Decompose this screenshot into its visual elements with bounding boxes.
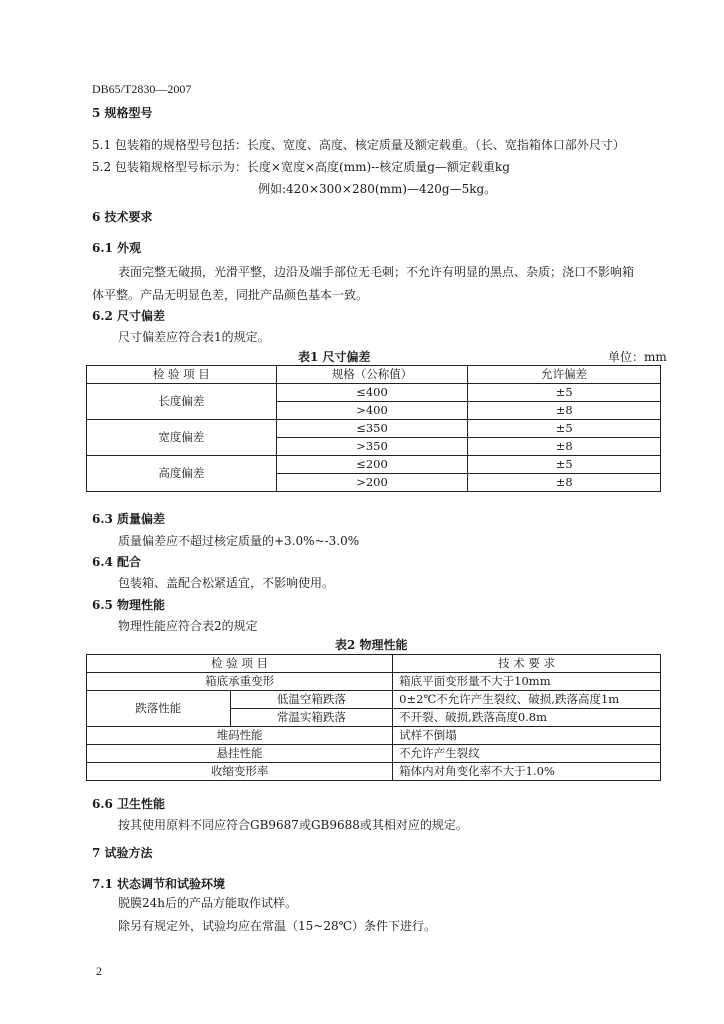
clause-7-1-line1: 脱膜24h后的产品方能取作试样。: [118, 896, 297, 910]
clause-6-4-heading: 6.4 配合: [92, 555, 142, 569]
table2-header-requirement: 技 术 要 求: [393, 655, 661, 673]
clause-5-2: 5.2 包装箱规格型号标示为：长度×宽度×高度(mm)--核定质量g—额定载重kg: [92, 160, 510, 174]
table1-spec: >350: [276, 438, 468, 456]
clause-7-1-line2: 除另有规定外，试验均应在常温（15~28℃）条件下进行。: [118, 919, 437, 933]
table1-header-row: [87, 366, 661, 384]
section-5-heading: 5 规格型号: [92, 106, 153, 120]
clause-5-2-example: 例如:420×300×280(mm)—420g—5kg。: [258, 182, 497, 196]
table2: [86, 654, 661, 781]
table2-requirement: 0±2℃不允许产生裂纹、破损,跌落高度1m: [393, 691, 661, 709]
table1: [86, 365, 661, 492]
table2-item: 悬挂性能: [87, 745, 393, 763]
table1-spec: >400: [276, 402, 468, 420]
table-row: [87, 456, 661, 474]
clause-6-3-heading: 6.3 质量偏差: [92, 512, 166, 526]
table2-subitem: 常温实箱跌落: [230, 709, 393, 727]
clause-5-1: 5.1 包装箱的规格型号包括：长度、宽度、高度、核定质量及额定载重。（长、宽指箱体口部外尺寸）: [92, 138, 625, 152]
table2-requirement: 箱体内对角变化率不大于1.0%: [393, 763, 661, 781]
clause-6-3-text: 质量偏差应不超过核定质量的+3.0%~-3.0%: [118, 534, 360, 548]
table2-caption: 表2 物理性能: [335, 638, 408, 652]
table2-requirement: 箱底平面变形量不大于10mm: [393, 673, 661, 691]
clause-6-5-heading: 6.5 物理性能: [92, 598, 166, 612]
table1-item-length: 长度偏差: [87, 384, 277, 420]
clause-7-1-heading: 7.1 状态调节和试验环境: [92, 877, 226, 891]
table2-subitem: 低温空箱跌落: [230, 691, 393, 709]
table2-item: 箱底承重变形: [87, 673, 393, 691]
table-row: [87, 384, 661, 402]
table1-tolerance: ±8: [468, 402, 661, 420]
page-number: 2: [96, 964, 102, 978]
table1-header-item: 检 验 项 目: [87, 366, 277, 384]
table1-tolerance: ±8: [468, 438, 661, 456]
clause-6-4-text: 包装箱、盖配合松紧适宜，不影响使用。: [118, 576, 335, 590]
table2-header-row: [87, 655, 661, 673]
table1-tolerance: ±5: [468, 456, 661, 474]
clause-6-1-heading: 6.1 外观: [92, 241, 142, 255]
clause-6-6-text: 按其使用原料不同应符合GB9687或GB9688或其相对应的规定。: [118, 818, 468, 832]
table2-item-drop: 跌落性能: [87, 691, 231, 727]
table1-spec: ≤200: [276, 456, 468, 474]
table-row: [87, 673, 661, 691]
table2-requirement: 试样不倒塌: [393, 727, 661, 745]
table1-spec: ≤350: [276, 420, 468, 438]
table1-header-tolerance: 允许偏差: [468, 366, 661, 384]
table1-item-width: 宽度偏差: [87, 420, 277, 456]
doc-code: DB65/T2830—2007: [92, 82, 192, 96]
clause-6-5-text: 物理性能应符合表2的规定: [118, 619, 258, 633]
table2-requirement: 不允许产生裂纹: [393, 745, 661, 763]
table1-unit: 单位：mm: [608, 350, 667, 364]
table1-tolerance: ±5: [468, 384, 661, 402]
table-row: [87, 745, 661, 763]
table-row: [87, 420, 661, 438]
table1-spec: ≤400: [276, 384, 468, 402]
table2-item: 收缩变形率: [87, 763, 393, 781]
table2-requirement: 不开裂、破损,跌落高度0.8m: [393, 709, 661, 727]
table1-tolerance: ±8: [468, 474, 661, 492]
table1-item-height: 高度偏差: [87, 456, 277, 492]
table-row: [87, 727, 661, 745]
clause-6-2-text: 尺寸偏差应符合表1的规定。: [118, 330, 270, 344]
table1-header-spec: 规格（公称值）: [276, 366, 468, 384]
table-row: [87, 691, 661, 709]
clause-6-6-heading: 6.6 卫生性能: [92, 797, 166, 811]
clause-6-1-line1: 表面完整无破损，光滑平整，边沿及端手部位无毛刺；不允许有明显的黑点、杂质；浇口不影响箱: [118, 265, 635, 279]
table-row: [87, 763, 661, 781]
table2-header-item: 检 验 项 目: [87, 655, 393, 673]
clause-6-2-heading: 6.2 尺寸偏差: [92, 309, 166, 323]
section-6-heading: 6 技术要求: [92, 210, 153, 224]
table1-tolerance: ±5: [468, 420, 661, 438]
table2-item: 堆码性能: [87, 727, 393, 745]
section-7-heading: 7 试验方法: [92, 846, 153, 860]
clause-6-1-line2: 体平整。产品无明显色差，同批产品颜色基本一致。: [92, 288, 369, 302]
table1-spec: >200: [276, 474, 468, 492]
table1-caption: 表1 尺寸偏差: [298, 350, 371, 364]
